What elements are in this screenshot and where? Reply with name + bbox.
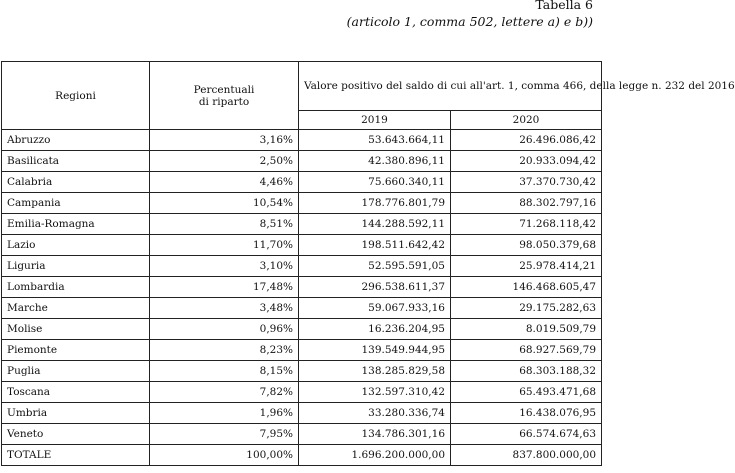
region-cell: Lombardia — [2, 277, 150, 298]
region-cell: Abruzzo — [2, 130, 150, 151]
table-heading — [347, 0, 593, 30]
table-row — [2, 277, 602, 298]
table-row — [2, 193, 602, 214]
region-cell: Emilia-Romagna — [2, 214, 150, 235]
value-2019-cell: 296.538.611,37 — [299, 277, 451, 298]
percent-cell: 17,48% — [150, 277, 299, 298]
value-2020-cell: 8.019.509,79 — [451, 319, 602, 340]
percent-cell: 3,48% — [150, 298, 299, 319]
allocation-table — [1, 61, 735, 466]
table-row — [2, 214, 602, 235]
percent-cell: 8,51% — [150, 214, 299, 235]
region-cell: Calabria — [2, 172, 150, 193]
value-2020-cell: 29.175.282,63 — [451, 298, 602, 319]
region-cell: Veneto — [2, 424, 150, 445]
region-cell: Marche — [2, 298, 150, 319]
table-row — [2, 235, 602, 256]
percent-cell: 11,70% — [150, 235, 299, 256]
value-2020-cell: 37.370.730,42 — [451, 172, 602, 193]
region-cell: TOTALE — [2, 445, 150, 466]
header-percentage-line1: Percentuali — [193, 83, 255, 96]
value-2020-cell: 88.302.797,16 — [451, 193, 602, 214]
header-percentage-line2: di riparto — [198, 95, 250, 108]
region-cell: Molise — [2, 319, 150, 340]
value-2020-cell: 16.438.076,95 — [451, 403, 602, 424]
value-2020-cell: 68.303.188,32 — [451, 361, 602, 382]
value-2020-cell: 65.493.471,68 — [451, 382, 602, 403]
table-row — [2, 382, 602, 403]
value-2020-cell: 837.800.000,00 — [451, 445, 602, 466]
value-2019-cell: 1.696.200.000,00 — [299, 445, 451, 466]
value-2019-cell: 16.236.204,95 — [299, 319, 451, 340]
value-2019-cell: 178.776.801,79 — [299, 193, 451, 214]
header-percentage — [150, 62, 299, 130]
table-row — [2, 403, 602, 424]
percent-cell: 8,15% — [150, 361, 299, 382]
percent-cell: 1,96% — [150, 403, 299, 424]
value-2019-cell: 132.597.310,42 — [299, 382, 451, 403]
value-2020-cell: 98.050.379,68 — [451, 235, 602, 256]
table-number: Tabella 6 — [535, 0, 593, 12]
percent-cell: 0,96% — [150, 319, 299, 340]
header-valore: Valore positivo del saldo di cui all'art. 1, comma 466, della legge n. 232 del 2016 — [299, 62, 602, 111]
region-cell: Basilicata — [2, 151, 150, 172]
value-2019-cell: 42.380.896,11 — [299, 151, 451, 172]
table-row — [2, 130, 602, 151]
percent-cell: 8,23% — [150, 340, 299, 361]
value-2020-cell: 26.496.086,42 — [451, 130, 602, 151]
percent-cell: 10,54% — [150, 193, 299, 214]
table-row — [2, 298, 602, 319]
table-row — [2, 151, 602, 172]
table-row — [2, 319, 602, 340]
region-cell: Campania — [2, 193, 150, 214]
region-cell: Piemonte — [2, 340, 150, 361]
value-2019-cell: 75.660.340,11 — [299, 172, 451, 193]
table-row — [2, 172, 602, 193]
value-2019-cell: 33.280.336,74 — [299, 403, 451, 424]
value-2019-cell: 53.643.664,11 — [299, 130, 451, 151]
value-2019-cell: 52.595.591,05 — [299, 256, 451, 277]
percent-cell: 100,00% — [150, 445, 299, 466]
region-cell: Puglia — [2, 361, 150, 382]
percent-cell: 4,46% — [150, 172, 299, 193]
header-year-2019: 2019 — [299, 111, 451, 130]
value-2020-cell: 146.468.605,47 — [451, 277, 602, 298]
value-2020-cell: 20.933.094,42 — [451, 151, 602, 172]
value-2019-cell: 138.285.829,58 — [299, 361, 451, 382]
total-row — [2, 445, 602, 466]
table-body — [2, 130, 602, 466]
table-row — [2, 361, 602, 382]
percent-cell: 3,16% — [150, 130, 299, 151]
region-cell: Umbria — [2, 403, 150, 424]
percent-cell: 2,50% — [150, 151, 299, 172]
table-row — [2, 340, 602, 361]
table-row — [2, 424, 602, 445]
value-2019-cell: 139.549.944,95 — [299, 340, 451, 361]
region-cell: Lazio — [2, 235, 150, 256]
value-2019-cell: 198.511.642,42 — [299, 235, 451, 256]
percent-cell: 7,82% — [150, 382, 299, 403]
percent-cell: 3,10% — [150, 256, 299, 277]
value-2020-cell: 68.927.569,79 — [451, 340, 602, 361]
region-cell: Toscana — [2, 382, 150, 403]
value-2019-cell: 144.288.592,11 — [299, 214, 451, 235]
value-2019-cell: 134.786.301,16 — [299, 424, 451, 445]
table-subtitle: (articolo 1, comma 502, lettere a) e b)) — [346, 14, 593, 29]
header-year-2020: 2020 — [451, 111, 602, 130]
table-row — [2, 256, 602, 277]
header-row — [2, 62, 602, 111]
value-2020-cell: 25.978.414,21 — [451, 256, 602, 277]
percent-cell: 7,95% — [150, 424, 299, 445]
value-2019-cell: 59.067.933,16 — [299, 298, 451, 319]
region-cell: Liguria — [2, 256, 150, 277]
header-region: Regioni — [2, 62, 150, 130]
value-2020-cell: 71.268.118,42 — [451, 214, 602, 235]
value-2020-cell: 66.574.674,63 — [451, 424, 602, 445]
